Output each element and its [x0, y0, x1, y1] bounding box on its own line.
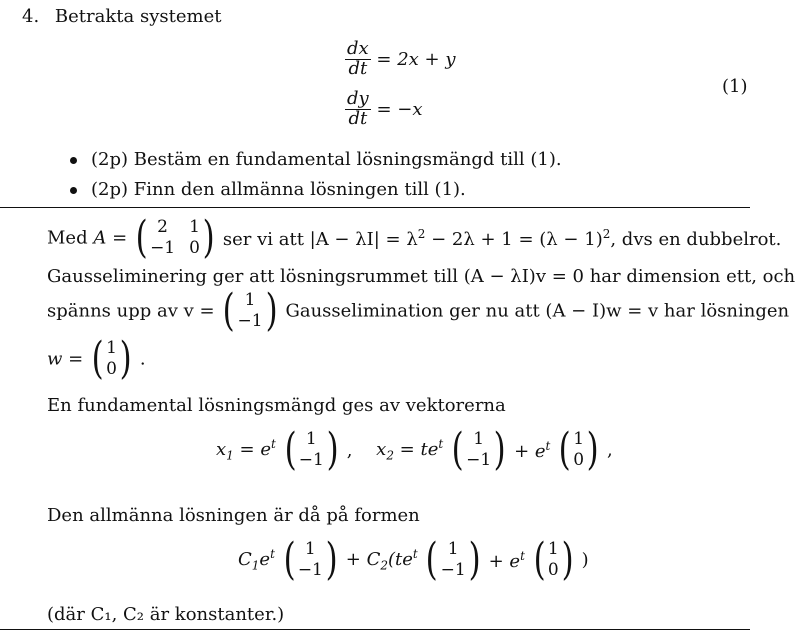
left-paren: ( [222, 285, 235, 336]
c1-symbol: C [238, 549, 252, 571]
right-paren: ) [586, 424, 599, 475]
c2-subscript: 2 [380, 558, 388, 573]
left-paren: ( [284, 424, 297, 475]
eq1-denominator: dt [345, 59, 371, 79]
bullet-item-1 [70, 149, 562, 170]
x1-exponent: t [270, 437, 276, 452]
system-equation-1 [345, 40, 456, 79]
w-label: w = [47, 348, 84, 370]
solution-line-6: Den allmänna lösningen är då på formen [47, 505, 420, 526]
right-paren: ) [202, 212, 215, 263]
x1-symbol: x [216, 439, 227, 461]
te-symbol: (te [388, 549, 413, 571]
vector-entry: −1 [440, 560, 466, 580]
x1-label [216, 437, 276, 463]
derivative-dy-dt [345, 90, 371, 129]
gen-vector-3-entries [548, 539, 559, 582]
x2-vector-2 [556, 424, 601, 475]
vector-entry: 1 [304, 538, 316, 559]
matrix-a-label: A = [93, 227, 128, 249]
matrix-entry: 0 [189, 238, 200, 258]
left-paren: ( [283, 534, 296, 585]
x2-plus [514, 438, 551, 462]
x1-equals: = e [233, 439, 271, 461]
solution-line-4 [47, 333, 146, 384]
te-exponent: t [412, 547, 418, 562]
solution-line-1 [47, 212, 782, 263]
right-paren: ) [493, 424, 506, 475]
matrix-entry: −1 [150, 238, 176, 258]
eigen-text-c: , dvs en dubbelrot. [610, 228, 782, 250]
period: . [139, 348, 146, 370]
general-solution [238, 534, 589, 585]
x2-plus-text: + e [514, 440, 546, 462]
matrix-a-entries [150, 217, 200, 260]
left-paren: ( [91, 333, 104, 384]
vector-entry: 0 [106, 359, 117, 379]
x2-vector-1-entries [466, 429, 491, 472]
solution-line-2: Gausseliminering ger att lösningsrummet till (A − λI)v = 0 har dimension ett, och [47, 266, 796, 287]
e2-exponent: t [520, 548, 525, 563]
right-paren: ) [468, 534, 481, 585]
right-paren: ) [119, 333, 132, 384]
eq2-rhs: = −x [376, 98, 423, 120]
vector-v [220, 285, 279, 336]
x1-subscript: 1 [226, 448, 234, 463]
eq2-numerator: dy [347, 88, 369, 109]
vector-w-entries [106, 338, 117, 381]
vector-entry: 0 [573, 450, 585, 470]
vector-entry: 0 [547, 560, 559, 580]
eigen-text-b: − 2λ + 1 = (λ − 1) [425, 228, 603, 250]
right-paren: ) [325, 534, 338, 585]
gen-vector-2 [423, 534, 482, 585]
c1-subscript: 1 [251, 558, 260, 573]
vector-entry: 1 [244, 289, 256, 310]
eigen-text-a: ser vi att |A − λI| = λ [222, 228, 418, 250]
x2-symbol: x [376, 439, 387, 461]
gen-vector-1-entries [298, 539, 323, 582]
left-paren: ( [558, 424, 571, 475]
bottom-separator-line [0, 629, 750, 630]
vector-entry: 1 [305, 428, 317, 449]
bullet-icon [70, 157, 77, 164]
comma: , [607, 439, 613, 461]
x2-vector-2-entries [573, 429, 584, 472]
left-paren: ( [135, 212, 148, 263]
vector-entry: 1 [473, 428, 485, 449]
fundamental-solutions [216, 424, 613, 475]
plus-c2: + C [345, 549, 381, 571]
separator-line [0, 207, 750, 208]
comma: , [346, 439, 353, 461]
vector-w [89, 333, 134, 384]
eq1-rhs: = 2x + y [376, 48, 456, 70]
bullet-icon [70, 187, 77, 194]
vector-v-entries [238, 290, 263, 333]
system-equation-2 [345, 90, 422, 129]
vector-entry: −1 [466, 450, 492, 470]
vector-entry: −1 [298, 450, 324, 470]
solution-line-5: En fundamental lösningsmängd ges av vektorerna [47, 395, 506, 416]
x1-vector-entries [299, 429, 324, 472]
gen-vector-2-entries [441, 539, 466, 582]
left-paren: ( [533, 534, 546, 585]
matrix-entry: 1 [189, 216, 200, 237]
eq1-numerator: dx [347, 38, 369, 59]
x1-vector [282, 424, 341, 475]
x2-label [376, 437, 444, 463]
right-paren: ) [561, 534, 574, 585]
right-paren: ) [326, 424, 339, 475]
x2-vector-1 [449, 424, 508, 475]
matrix-a [133, 212, 217, 263]
gen-vector-1 [281, 534, 340, 585]
problem-header [22, 6, 221, 27]
x2-exponent: t [438, 437, 444, 452]
eigen-text [222, 226, 782, 250]
bullet-text-2: (2p) Finn den allmänna lösningen till (1). [91, 179, 466, 200]
gen-term-3 [488, 548, 525, 572]
x2-equals: = te [393, 439, 439, 461]
bullet-item-2 [70, 179, 466, 200]
close-paren: ) [581, 549, 589, 571]
matrix-entry: 2 [157, 216, 168, 237]
eigen-sup-2: 2 [602, 226, 611, 241]
vector-entry: 1 [573, 428, 585, 449]
left-paren: ( [426, 534, 439, 585]
problem-number: 4. [22, 6, 40, 27]
gen-vector-3 [531, 534, 576, 585]
text-spanns: spänns upp av v = [47, 300, 215, 322]
bullet-text-1: (2p) Bestäm en fundamental lösningsmängd till (1). [91, 149, 562, 170]
text-gausselimination: Gausselimination ger nu att (A − I)w = v har lösningen [285, 300, 790, 322]
vector-entry: −1 [297, 560, 323, 580]
e1-exponent: t [270, 547, 275, 562]
gen-term-2 [345, 547, 418, 573]
gen-term-1 [238, 547, 275, 573]
problem-intro: Betrakta systemet [54, 6, 222, 27]
vector-entry: 1 [547, 538, 559, 559]
e1-symbol: e [259, 549, 271, 571]
left-paren: ( [451, 424, 464, 475]
equation-tag: (1) [722, 76, 748, 97]
right-paren: ) [265, 285, 278, 336]
text-med: Med [47, 227, 88, 249]
vector-entry: −1 [237, 311, 263, 331]
eq2-denominator: dt [345, 109, 371, 129]
eigen-sup-1: 2 [417, 226, 426, 241]
vector-entry: 1 [447, 538, 459, 559]
x2-exponent-2: t [545, 438, 551, 453]
derivative-dx-dt [345, 40, 371, 79]
solution-line-3 [47, 285, 790, 336]
x2-subscript: 2 [386, 448, 394, 463]
plus-e: + e [488, 550, 521, 572]
solution-line-7: (där C₁, C₂ är konstanter.) [47, 604, 285, 625]
vector-entry: 1 [106, 337, 117, 358]
